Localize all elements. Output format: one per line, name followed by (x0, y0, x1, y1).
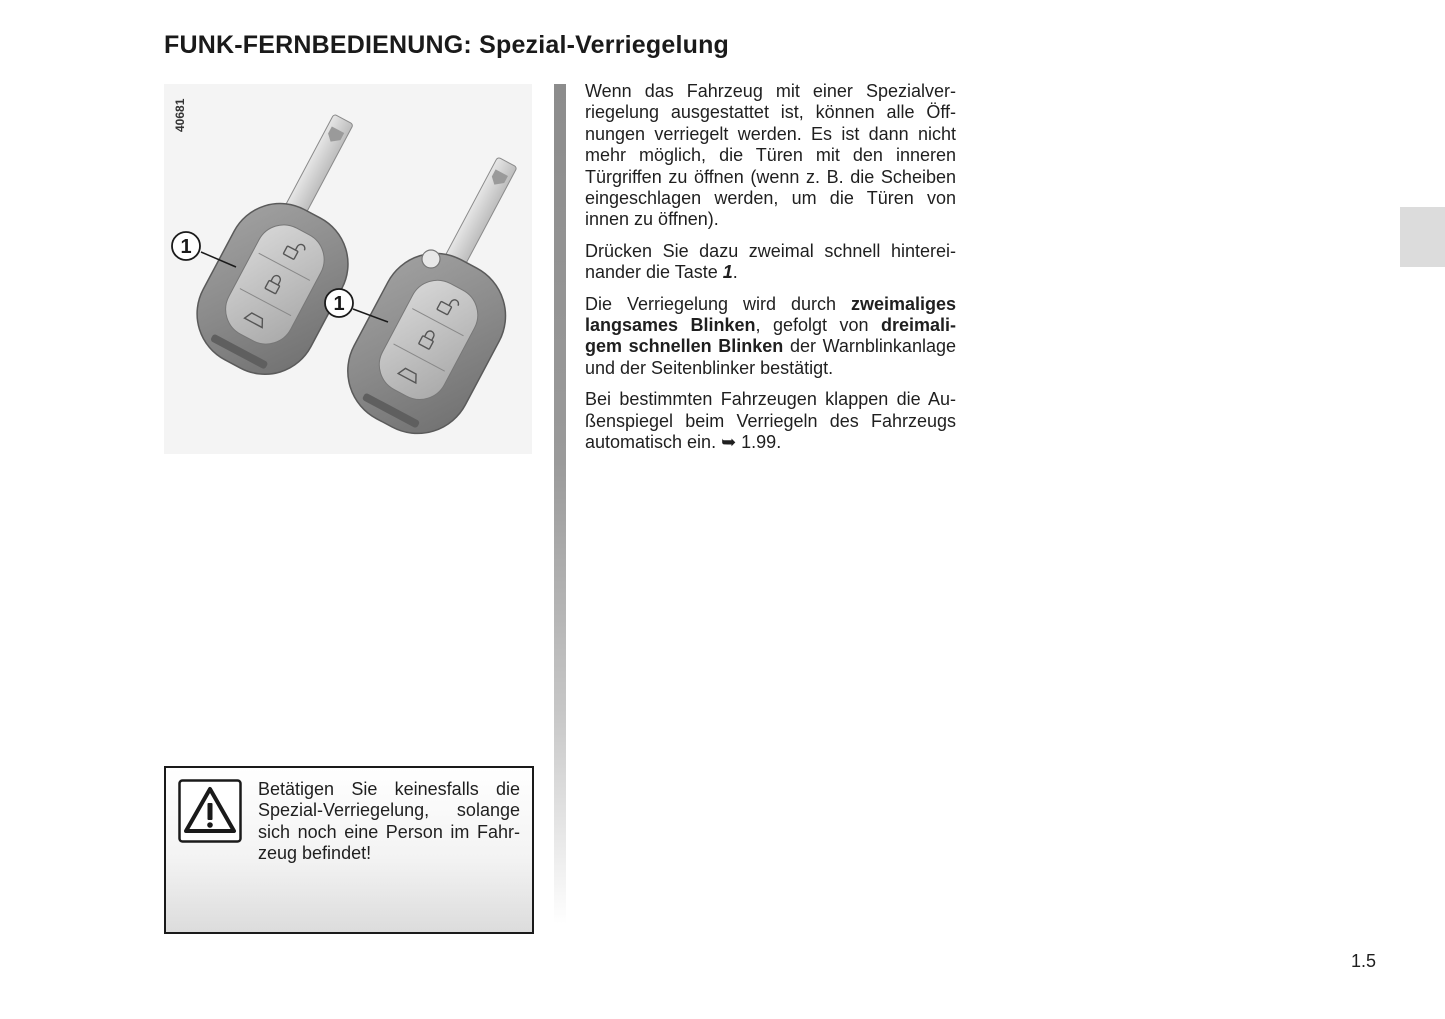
text-run: , gefolgt von (755, 315, 881, 336)
body-text (585, 81, 956, 464)
text-run: dreimaligem schnellen Blinken (585, 315, 956, 357)
warning-triangle-icon (178, 779, 242, 843)
text-run: . (732, 262, 738, 283)
text-run: Bei bestimmten Fahrzeugen klappen die Außenspiegel beim Verriegeln des Fahrzeugs automatisch ein. ➥ 1.99. (585, 389, 956, 453)
body-paragraph (585, 389, 956, 453)
flip-release-button-icon (422, 250, 440, 268)
text-run: Die Verriegelung wird durch (585, 293, 851, 314)
remote-key-flip (329, 157, 525, 453)
callout-label-left: 1 (180, 236, 192, 258)
body-paragraph (585, 294, 956, 380)
page-title: FUNK-FERNBEDIENUNG: Spezial-Verriegelung (164, 31, 730, 59)
remote-key-fixed (179, 114, 367, 393)
text-run: Drücken Sie dazu zweimal schnell hintereinander die Taste (585, 240, 956, 283)
text-run: der Warnblinkanlage und der Seitenblinker bestätigt. (585, 336, 956, 378)
warning-text: Betätigen Sie keinesfalls die Spezial-Verriegelung, solange sich noch eine Person im Fahrzeug befindet! (258, 779, 520, 864)
text-run: Wenn das Fahrzeug mit einer Spezialverriegelung ausgestattet ist, können alle Öffnungen verriegelt werden. Es ist dann nicht mehr möglich, die Türen mit den inneren Türgriffen zu öffnen (wenn z. B. die Scheiben eingeschlagen werden, um die Türen von innen zu öffnen). (585, 81, 956, 230)
image-code: 40681 (173, 98, 187, 132)
callout-label-right: 1 (333, 293, 345, 315)
column-divider (554, 84, 566, 924)
body-paragraph (585, 81, 956, 231)
chapter-tab (1400, 207, 1445, 267)
text-run: zweimaliges langsames Blinken (585, 293, 956, 336)
page-number: 1.5 (1351, 951, 1377, 971)
remote-key-illustration (164, 84, 532, 454)
text-run: 1 (722, 262, 733, 283)
body-paragraph (585, 241, 956, 284)
warning-box (164, 766, 534, 934)
